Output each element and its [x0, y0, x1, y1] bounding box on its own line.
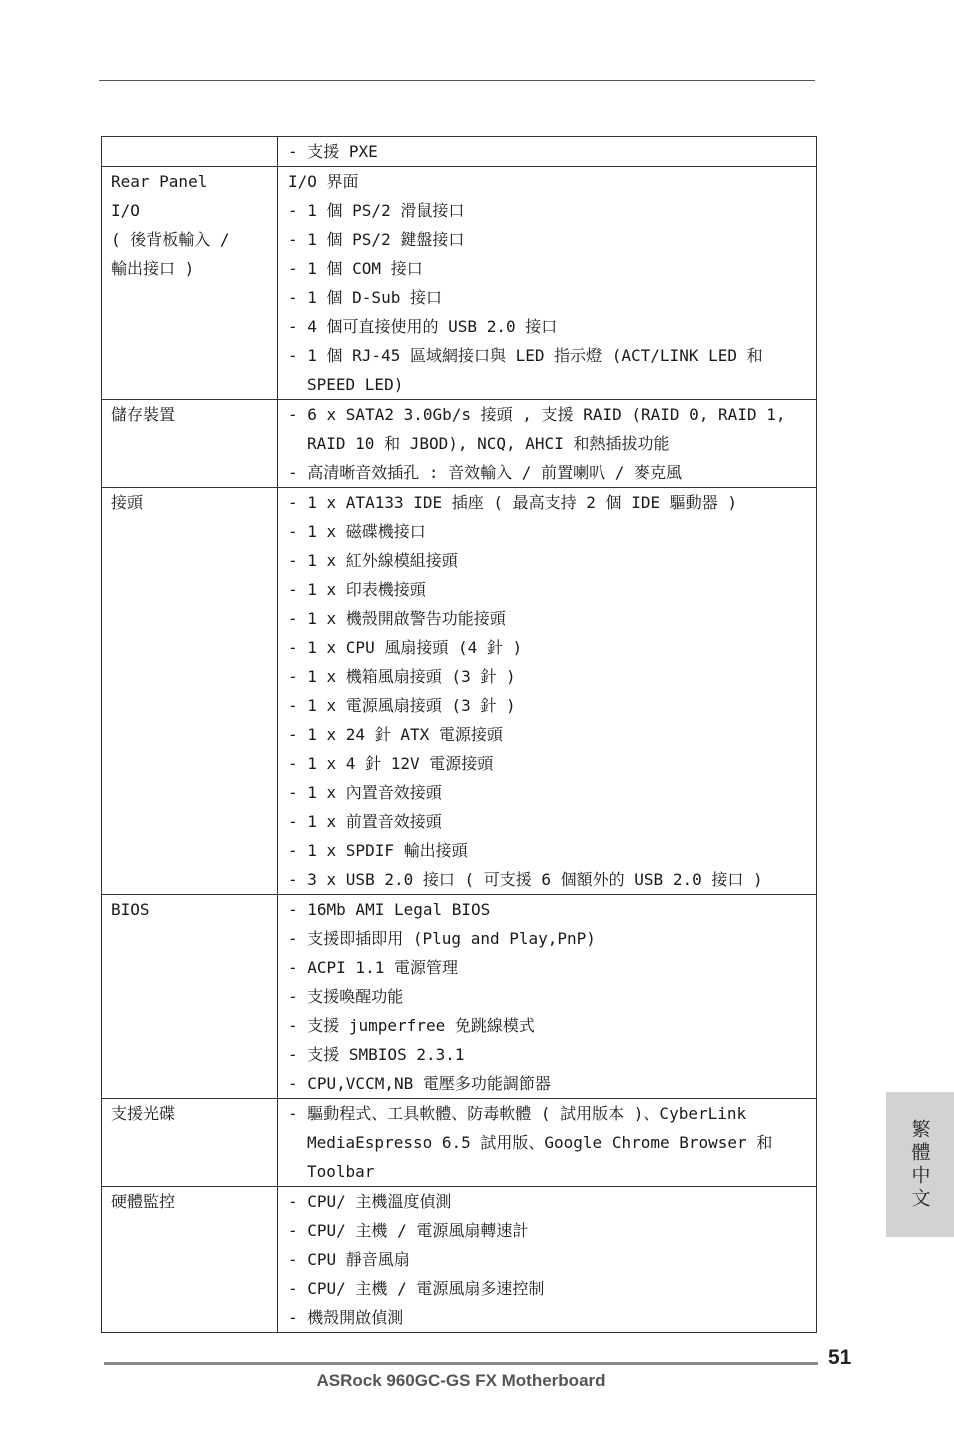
spec-label-cell	[102, 167, 278, 400]
spec-label-line: ( 後背板輸入 /	[111, 230, 230, 249]
spec-label-line: BIOS	[111, 900, 150, 919]
spec-table	[101, 136, 817, 1333]
spec-value-line: Toolbar	[307, 1162, 375, 1181]
spec-value-line: - CPU 靜音風扇	[288, 1250, 410, 1269]
spec-value-cell	[278, 488, 817, 895]
spec-label-line: 支援光碟	[111, 1104, 176, 1123]
spec-table-body	[102, 137, 817, 1333]
spec-value-line: MediaEspresso 6.5 試用版、Google Chrome Browser 和	[307, 1133, 773, 1152]
spec-label-line: Rear Panel	[111, 172, 208, 191]
spec-value-line: - 1 x 紅外線模組接頭	[288, 551, 458, 570]
spec-value-cell	[278, 137, 817, 167]
spec-label-cell	[102, 1187, 278, 1333]
page-number: 51	[828, 1346, 852, 1369]
spec-label-cell	[102, 1099, 278, 1187]
spec-value-cell	[278, 895, 817, 1099]
spec-value-cell	[278, 1187, 817, 1333]
spec-value-line: - 1 x ATA133 IDE 插座 ( 最高支持 2 個 IDE 驅動器 )	[288, 493, 737, 512]
spec-label-line: 輸出接口 )	[111, 259, 195, 278]
spec-row	[102, 1099, 817, 1187]
spec-value-line: - 支援 PXE	[288, 142, 378, 161]
spec-value-line: - 3 x USB 2.0 接口 ( 可支援 6 個額外的 USB 2.0 接口 )	[288, 870, 763, 889]
spec-value-cell	[278, 400, 817, 488]
spec-value-line: - 1 個 PS/2 滑鼠接口	[288, 201, 465, 220]
language-label: 繁體中文	[908, 1118, 931, 1211]
spec-value-line: - 1 x 4 針 12V 電源接頭	[288, 754, 494, 773]
spec-value-line: - 1 x CPU 風扇接頭 (4 針 )	[288, 638, 523, 657]
spec-label-line: 接頭	[111, 493, 144, 512]
spec-value-line: - 1 x 24 針 ATX 電源接頭	[288, 725, 503, 744]
spec-value-line: - 6 x SATA2 3.0Gb/s 接頭 , 支援 RAID (RAID 0, RAID 1,	[288, 405, 786, 424]
spec-label-line: 硬體監控	[111, 1192, 176, 1211]
spec-value-line: - CPU/ 主機溫度偵測	[288, 1192, 452, 1211]
spec-value-line: - 1 x 機殼開啟警告功能接頭	[288, 609, 506, 628]
spec-label-cell	[102, 895, 278, 1099]
spec-label-line: I/O	[111, 201, 140, 220]
spec-value-line: - 16Mb AMI Legal BIOS	[288, 900, 491, 919]
spec-value-line: - 4 個可直接使用的 USB 2.0 接口	[288, 317, 558, 336]
spec-value-line: - 1 x 機箱風扇接頭 (3 針 )	[288, 667, 516, 686]
spec-value-line: - CPU/ 主機 / 電源風扇轉速計	[288, 1221, 529, 1240]
spec-value-line: - ACPI 1.1 電源管理	[288, 958, 458, 977]
spec-value-line: - 1 x 電源風扇接頭 (3 針 )	[288, 696, 516, 715]
spec-value-line: - 1 個 RJ-45 區域網接口與 LED 指示燈 (ACT/LINK LED 和	[288, 346, 763, 365]
spec-value-line: I/O 界面	[288, 172, 359, 191]
spec-value-cell	[278, 167, 817, 400]
spec-value-line: - 1 個 PS/2 鍵盤接口	[288, 230, 465, 249]
spec-label-cell	[102, 137, 278, 167]
spec-value-line: - 支援即插即用 (Plug and Play,PnP)	[288, 929, 596, 948]
spec-value-line: - 1 x 印表機接頭	[288, 580, 426, 599]
spec-value-line: - 高清晰音效插孔 : 音效輸入 / 前置喇叭 / 麥克風	[288, 463, 682, 482]
spec-row	[102, 1187, 817, 1333]
spec-row	[102, 488, 817, 895]
footer-rule	[104, 1362, 818, 1365]
spec-value-line: SPEED LED)	[307, 375, 404, 394]
spec-label-line: 儲存裝置	[111, 405, 176, 424]
spec-value-cell	[278, 1099, 817, 1187]
top-rule	[99, 80, 815, 81]
spec-value-line: - 支援 jumperfree 免跳線模式	[288, 1016, 535, 1035]
spec-value-line: - 驅動程式、工具軟體、防毒軟體 ( 試用版本 )、CyberLink	[288, 1104, 747, 1123]
spec-value-line: - CPU,VCCM,NB 電壓多功能調節器	[288, 1074, 551, 1093]
footer-product-name: ASRock 960GC-GS FX Motherboard	[316, 1371, 606, 1390]
spec-value-line: RAID 10 和 JBOD), NCQ, AHCI 和熱插拔功能	[307, 434, 670, 453]
spec-value-line: - 1 個 D-Sub 接口	[288, 288, 442, 307]
spec-value-line: - 1 x 前置音效接頭	[288, 812, 442, 831]
spec-row	[102, 167, 817, 400]
spec-label-cell	[102, 400, 278, 488]
spec-value-line: - 支援喚醒功能	[288, 987, 404, 1006]
language-side-tab	[886, 1092, 954, 1237]
spec-value-line: - 1 x SPDIF 輸出接頭	[288, 841, 468, 860]
spec-value-line: - 1 x 內置音效接頭	[288, 783, 442, 802]
spec-value-line: - CPU/ 主機 / 電源風扇多速控制	[288, 1279, 545, 1298]
spec-value-line: - 1 x 磁碟機接口	[288, 522, 426, 541]
spec-row	[102, 400, 817, 488]
spec-label-cell	[102, 488, 278, 895]
spec-row	[102, 895, 817, 1099]
spec-value-line: - 機殼開啟偵測	[288, 1308, 404, 1327]
spec-row	[102, 137, 817, 167]
spec-value-line: - 支援 SMBIOS 2.3.1	[288, 1045, 465, 1064]
spec-value-line: - 1 個 COM 接口	[288, 259, 423, 278]
